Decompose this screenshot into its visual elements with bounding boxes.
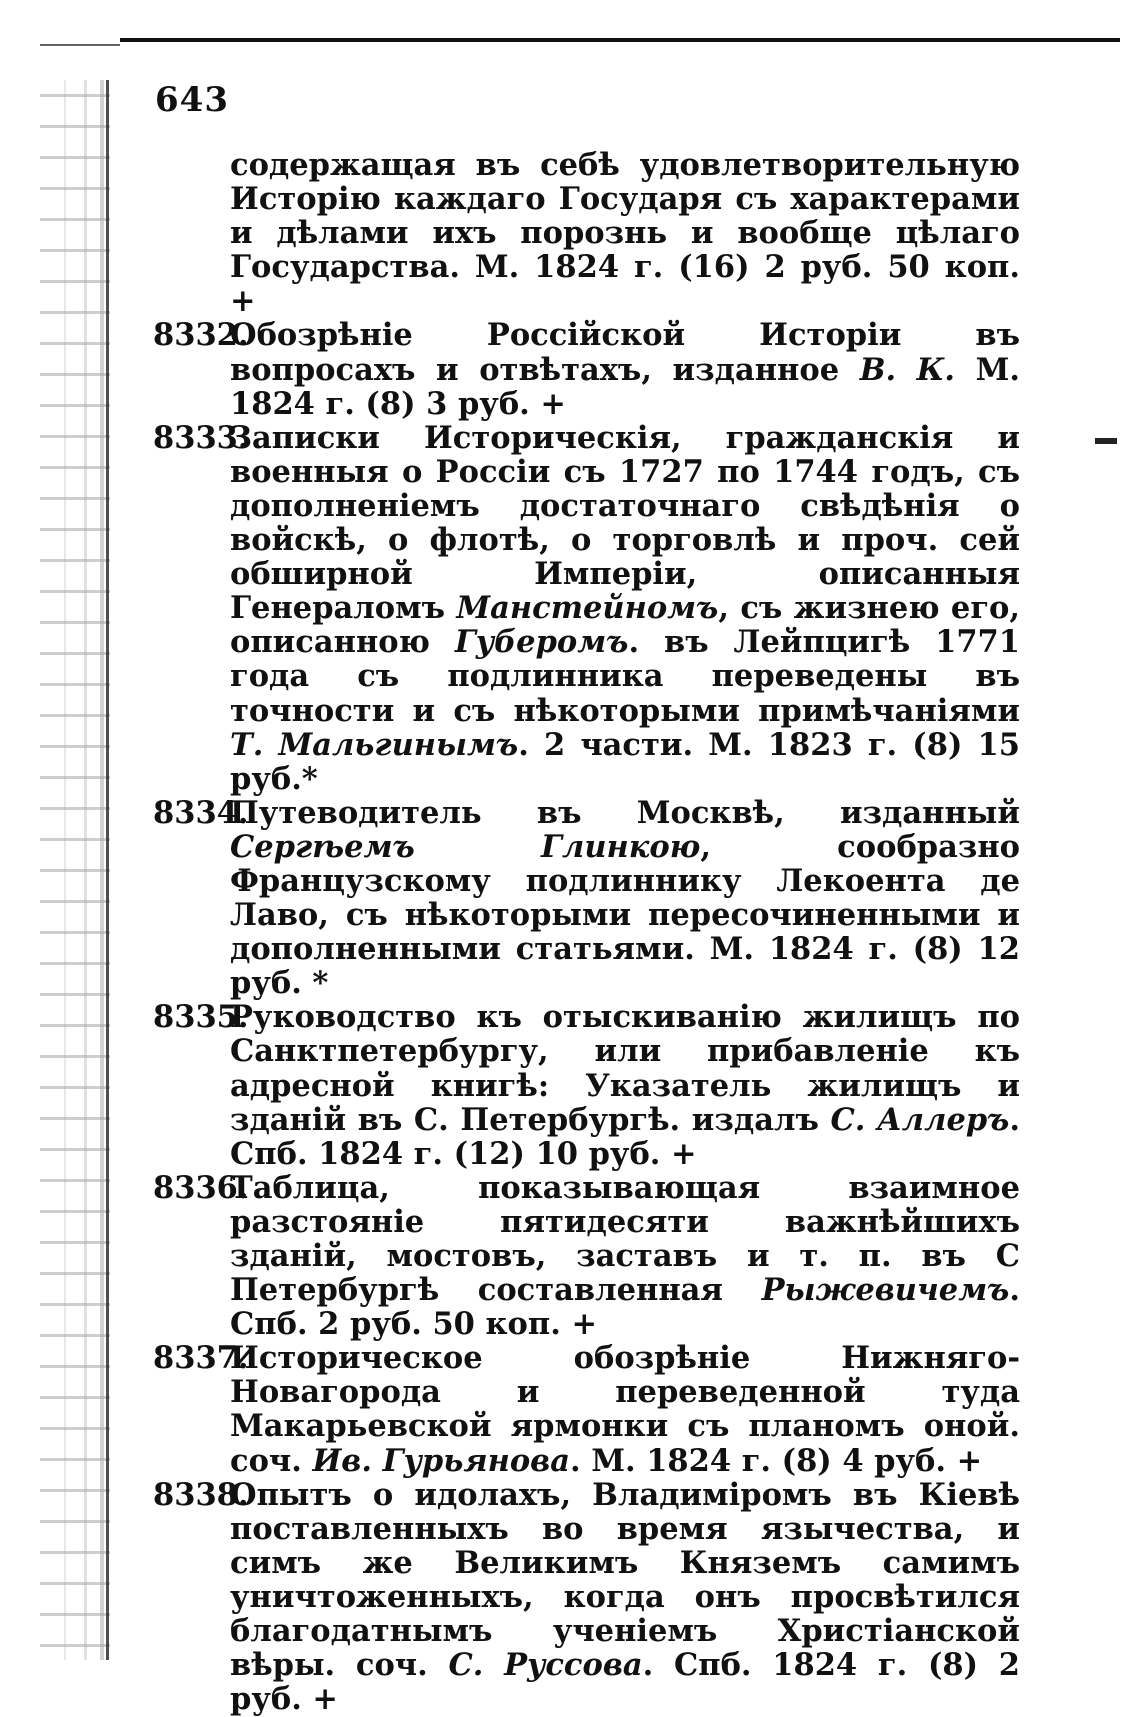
- entry-text: Опытъ о идолахъ, Владиміромъ въ Кіевѣ поставленныхъ во время язычества, и симъ же Великимъ Княземъ самимъ уничтоженныхъ, когда онъ просвѣтился благодатнымъ ученіемъ Христіанской вѣры. соч.: [230, 1476, 1020, 1684]
- entry-text-middle: , съ жизнею его, описанною: [230, 590, 1020, 661]
- binding-shadow: [40, 80, 110, 1660]
- entry-author: Ив. Гурьянова: [312, 1442, 570, 1479]
- entry-imprint: . Спб. 2 руб. 50 коп. +: [230, 1272, 1020, 1343]
- top-rule: [120, 38, 1120, 42]
- entry-text: Записки Историческія, гражданскія и военныя о Россіи съ 1727 по 1744 годъ, съ дополненіемъ достаточнаго свѣдѣнія о войскѣ, о флотѣ, о торговлѣ и проч. сей обширной Имперіи, описанныя Генераломъ: [230, 419, 1020, 627]
- entry-text: Таблица, показывающая взаимное разстояніе пятидесяти важнѣйшихъ зданій, мостовъ, заставъ и т. п. въ С Петербургѣ составленная: [230, 1169, 1020, 1309]
- catalogue-entry-8336: [155, 1171, 1020, 1341]
- entry-number: 8334.: [153, 794, 249, 831]
- entry-author: Манстейномъ: [456, 590, 719, 627]
- entry-author: С. Аллеръ: [830, 1101, 1010, 1138]
- entry-text: Руководство къ отыскиванію жилищъ по Санктпетербургу, или прибавленіе къ адресной книгѣ: Указатель жилищъ и зданій въ С. Петербургѣ. издалъ: [230, 999, 1020, 1138]
- entry-text: Историческое обозрѣніе Нижняго-Новагорода и переведенной туда Макарьевской ярмонки съ планомъ оной. соч.: [230, 1340, 1020, 1479]
- entry-text: содержащая въ себѣ удовлетворительную Исторію каждаго Государя съ характерами и дѣлами ихъ порознь и вообще цѣлаго Государства. М. 1824 г. (16) 2 руб. 50 коп. +: [230, 147, 1020, 320]
- entry-imprint: . М. 1824 г. (8) 4 руб. +: [569, 1442, 983, 1479]
- catalogue-entry-8335: [155, 1000, 1020, 1170]
- catalogue-entry-8334: [155, 796, 1020, 1001]
- binding-edge: [106, 80, 109, 1660]
- catalogue-entry-8338: [155, 1478, 1020, 1717]
- entry-author: Рыжевичемъ: [761, 1272, 1010, 1309]
- entry-imprint: . Спб. 1824 г. (8) 2 руб. +: [230, 1647, 1020, 1717]
- catalogue-entry-8337: [155, 1341, 1020, 1477]
- entry-author-2: Губеромъ: [454, 624, 629, 661]
- entry-text: Путеводитель въ Москвѣ, изданный: [230, 794, 1020, 831]
- entry-imprint: . Спб. 1824 г. (12) 10 руб. +: [230, 1101, 1020, 1172]
- entry-text: Обозрѣніе Россійской Исторіи въ вопросахъ и отвѣтахъ, изданное: [230, 317, 1020, 388]
- entry-number: 8332.: [153, 317, 249, 354]
- catalogue-entry-8333: [155, 421, 1020, 796]
- entry-translator: Т. Мальгинымъ: [230, 726, 519, 763]
- entry-number: 8338.: [153, 1476, 249, 1513]
- entry-number: 8336.: [153, 1169, 249, 1206]
- top-rule-left: [40, 44, 120, 46]
- margin-mark: [1095, 438, 1117, 444]
- catalogue-entries: [155, 148, 1020, 1716]
- entry-number: 8335.: [153, 999, 249, 1036]
- entry-number: 8333.: [153, 419, 249, 456]
- entry-number: 8337.: [153, 1340, 249, 1377]
- catalogue-entry-continued: [155, 148, 1020, 318]
- entry-imprint: , сообразно Французскому подлиннику Лекоента де Лаво, съ нѣкоторыми пересочиненными и дополненными статьями. М. 1824 г. (8) 12 руб. *: [230, 828, 1021, 1002]
- entry-text-middle-2: . въ Лейпцигѣ 1771 года съ подлинника переведены въ точности и съ нѣкоторыми примѣчаніями: [230, 624, 1021, 729]
- catalogue-entry-8332: [155, 318, 1020, 420]
- entry-imprint: . 2 части. М. 1823 г. (8) 15 руб.*: [230, 726, 1020, 797]
- page-number: 643: [155, 80, 229, 120]
- entry-author: В. К.: [859, 351, 956, 388]
- entry-imprint: М. 1824 г. (8) 3 руб. +: [230, 351, 1020, 422]
- entry-author: С. Руссова: [448, 1647, 643, 1684]
- entry-author: Сергѣемъ Глинкою: [230, 828, 701, 865]
